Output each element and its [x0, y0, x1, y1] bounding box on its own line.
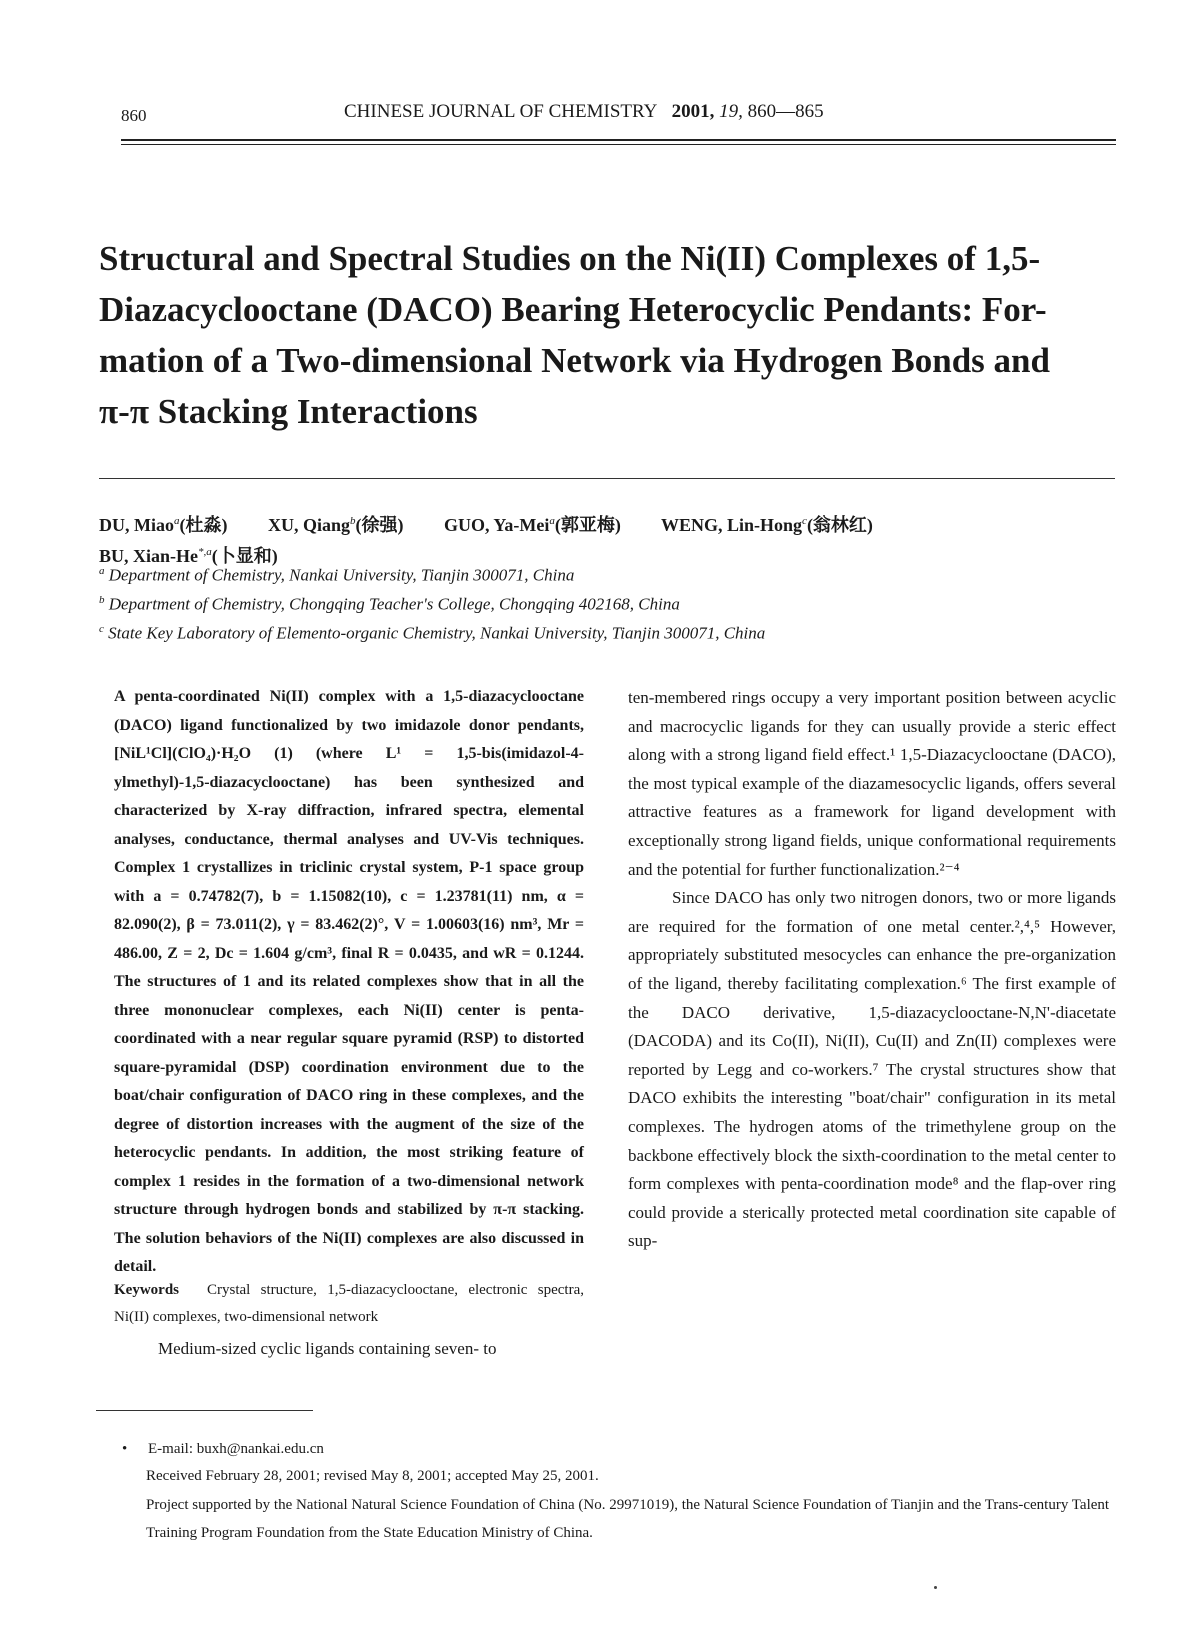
title-line: Structural and Spectral Studies on the Ni(II) Complexes of 1,5-: [99, 239, 1041, 278]
abstract: A penta-coordinated Ni(II) complex with a 1,5-diazacyclooctane (DACO) ligand functionalized by two imidazole donor pendants, [NiL¹Cl](ClO₄)·H₂O (1) (where L¹ = 1,5-bis(imidazol-4-ylmethyl)-1,5-diazacyclooctane) has been synthesized and characterized by X-ray diffraction, infrared spectra, elemental analyses, conductance, thermal analyses and UV-Vis techniques. Complex 1 crystallizes in triclinic crystal system, P-1 space group with a = 0.74782(7), b = 1.15082(10), c = 1.23781(11) nm, α = 82.090(2), β = 73.011(2), γ = 83.462(2)°, V = 1.00603(16) nm³, Mr = 486.00, Z = 2, Dc = 1.604 g/cm³, final R = 0.0435, and wR = 0.1244. The structures of 1 and its related complexes show that in all the three mononuclear complexes, each Ni(II) center is penta-coordinated with a near regular square pyramid (RSP) to distorted square-pyramidal (DSP) coordination environment due to the boat/chair configuration of DACO ring in these complexes, and the degree of distortion increases with the augment of the size of the heterocyclic pendants. In addition, the most striking feature of complex 1 resides in the formation of a two-dimensional network structure through hydrogen bonds and stabilized by π-π stacking. The solution behaviors of the Ni(II) complexes are also discussed in detail.: [114, 688, 584, 1275]
affiliation: $^b$ Department of Chemistry, Chongqing Teacher's College, Chongqing 402168, China: [99, 594, 680, 614]
page-number: 860: [121, 106, 147, 125]
author-list: [99, 508, 873, 570]
header-rule-thin: [121, 144, 1116, 145]
journal-name: CHINESE JOURNAL OF CHEMISTRY: [344, 101, 658, 122]
header-rule-thick: [121, 139, 1116, 141]
author: GUO, Ya-Mei$^a$(郭亚梅): [444, 515, 621, 535]
affiliation: $^c$ State Key Laboratory of Elemento-organic Chemistry, Nankai University, Tianjin 300071, China: [99, 623, 766, 643]
keywords-label: Keywords: [114, 1282, 179, 1298]
page-mark: [934, 1586, 937, 1589]
author: DU, Miao$^a$(杜淼): [99, 515, 228, 535]
title-rule: [99, 478, 1115, 479]
body-paragraph: Since DACO has only two nitrogen donors, two or more ligands are required for the formation of one metal center.²,⁴,⁵ However, appropriately substituted mesocycles can enhance the pre-organization of the ligand, thereby facilitating complexation.⁶ The first example of the DACO derivative, 1,5-diazacyclooctane-N,N'-diacetate (DACODA) and its Co(II), Ni(II), Cu(II) and Zn(II) complexes were reported by Legg and co-workers.⁷ The crystal structures show that DACO exhibits the interesting "boat/chair" configuration in its metal complexes. The hydrogen atoms of the trimethylene group on the backbone effectively block the sixth-coordination to the metal center to form complexes with penta-coordination mode⁸ and the flap-over ring could provide a sterically protected metal coordination site capable of sup-: [628, 888, 1116, 1251]
intro-paragraph-start: Medium-sized cyclic ligands containing seven- to: [158, 1339, 497, 1358]
title-line: π-π Stacking Interactions: [99, 392, 478, 431]
affiliation: $^a$ Department of Chemistry, Nankai University, Tianjin 300071, China: [99, 565, 575, 585]
title-line: mation of a Two-dimensional Network via Hydrogen Bonds and: [99, 341, 1050, 380]
author: XU, Qiang$^b$(徐强): [268, 515, 404, 535]
title-line: Diazacyclooctane (DACO) Bearing Heterocyclic Pendants: For-: [99, 290, 1047, 329]
footnote-received: Received February 28, 2001; revised May 8, 2001; accepted May 25, 2001.: [146, 1468, 599, 1484]
author-row: [99, 508, 873, 539]
footnote-rule: [96, 1410, 313, 1411]
body-paragraph: ten-membered rings occupy a very important position between acyclic and macrocyclic ligands for they can usually provide a steric effect along with a strong ligand field effect.¹ 1,5-Diazacyclooctane (DACO), the most typical example of the diazamesocyclic ligands, offers several attractive features as a framework for ligand development with exceptionally strong ligand fields, unique conformational requirements and the potential for further functionalization.²⁻⁴: [628, 688, 1116, 879]
journal-header: [344, 101, 824, 123]
body-column-right: [628, 684, 1116, 1256]
footnote-email: • E-mail: buxh@nankai.edu.cn: [122, 1441, 324, 1457]
keywords: [114, 1277, 584, 1331]
journal-year: 2001,: [671, 101, 715, 122]
keywords-text: Crystal structure, 1,5-diazacyclooctane, electronic spectra, Ni(II) complexes, two-dimensional network: [114, 1282, 584, 1325]
paper-title: [99, 233, 1119, 437]
journal-pages: 860—865: [747, 101, 824, 122]
author: BU, Xian-$He^{*,a}$(卜显和): [99, 546, 278, 566]
footnote-funding: Project supported by the National Natural Science Foundation of China (No. 29971019), the Natural Science Foundation of Tianjin and the Trans-century Talent Training Program Foundation from the State Education Ministry of China.: [146, 1497, 1110, 1541]
author: WENG, Lin-Hong$^c$(翁林红): [661, 515, 873, 535]
journal-volume: 19,: [719, 101, 743, 122]
